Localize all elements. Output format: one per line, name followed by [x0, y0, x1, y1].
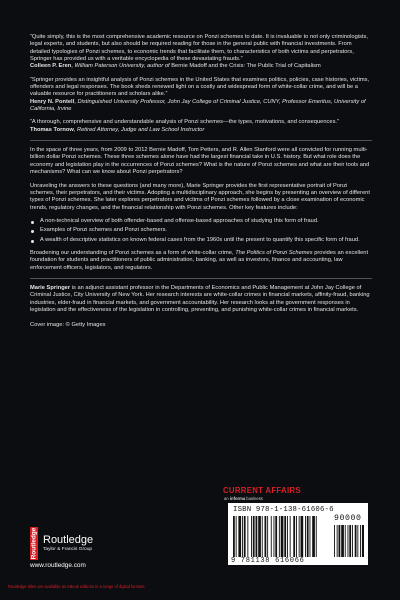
closing-text-start: Broadening our understanding of Ponzi schemes as a form of white-collar crime, [30, 249, 234, 256]
endorsement-quote [30, 119, 372, 134]
book-title-reference: The Politics of Ponzi Schemes [235, 249, 313, 256]
description-intro: In the space of three years, from 2009 to 2012 Bernie Madoff, Tom Petters, and R. Allen Stanford were all convicted for running multi-billion dollar Ponzi schemes. These three schemes alone have had the largest financial take in U.S. history. But what role does the economy and legislation play in the occurrences of Ponzi schemes? What is the nature of Ponzi schemes and what are their tools and mechanisms? What can we know about Ponzi perpetrators? [30, 147, 370, 176]
back-cover-text [30, 34, 372, 330]
key-feature-item: A wealth of descriptive statistics on known federal cases from the 1960s until the present to quantify this specific form of fraud. [30, 237, 372, 244]
subject-category: CURRENT AFFAIRS [223, 486, 301, 495]
key-features-list [30, 218, 372, 244]
isbn-barcode [228, 503, 368, 565]
publisher-name: Routledge [43, 534, 94, 546]
quote-attribution: Thomas Tornow, Retired Attorney, Judge and Law School Instructor [30, 126, 205, 133]
informa-brand: informa [229, 496, 246, 501]
quote-text: “Springer provides an insightful analysis of Ponzi schemes in the United States that examines politics, policies, case histories, victims, offenders and legal responses. The book sheds renewed light on a costly and widespread form of white-collar crime, and will be a valuable resource for practitioners and scholars alike.” [30, 76, 370, 98]
author-bio-text: is an adjunct assistant professor in the Departments of Economics and Public Management at John Jay College of Criminal Justice, City University of New York. Her research interests are white-collar crimes in financial markets, affinity-fraud, banking industries, elder-fraud in financial markets, and government accountability. Her research looks at the government responses in legislation and the effectiveness of the legislation in controlling, preventing, and punishing white-collar crimes in financial markets. [30, 284, 370, 313]
quote-author-title-tail: Bernie Madoff and the Crisis: The Public Trial of Capitalism [171, 63, 321, 70]
key-feature-item: Examples of Ponzi schemes and Ponzi schemers. [30, 227, 372, 234]
closing-text-end: provides an excellent foundation for students and practitioners of public administration, banking, as well as investors, finance and accounting, law enforcement officers, legislators, and regulators. [30, 249, 369, 271]
quote-author-title: Distinguished University Professor, John Jay College of Criminal Justice, CUNY, Professor Emeritus, University of California, Irvine [30, 98, 366, 113]
quote-author: Thomas Tornow [30, 126, 74, 133]
description-closing [30, 250, 372, 272]
author-name: Marie Springer [30, 284, 71, 291]
informa-business-line [224, 496, 263, 501]
endorsement-quote [30, 77, 372, 114]
cover-image-credit: Cover image: © Getty Images [30, 322, 106, 329]
publisher-url[interactable]: www.routledge.com [30, 562, 86, 569]
publisher-name-block [43, 534, 93, 553]
section-divider [30, 278, 372, 279]
barcode-digits: 9 781138 616066 [231, 557, 305, 565]
price-code: 90000 [334, 514, 362, 523]
author-bio [30, 285, 372, 314]
publisher-logo [30, 527, 93, 560]
quote-attribution: Henry N. Pontell, Distinguished University Professor, John Jay College of Criminal Justice, CUNY, Professor Emeritus, University of California, Irvine [30, 98, 366, 113]
publisher-group: Taylor & Francis Group [43, 547, 93, 552]
quote-text: “Quite simply, this is the most comprehensive academic resource on Ponzi schemes to date. It is invaluable to not only criminologists, legal experts, and students, but also should be required reading for those in the general public with financial investments. From detailed typologies of Ponzi schemes, to economic trends that facilitate them, to characteristics of both victims and perpetrators, Springer has provided us with a veritable encyclopedia of these devastating frauds.” [30, 34, 368, 63]
quote-author: Colleen P. Eren [30, 63, 72, 70]
barcode-icon [233, 516, 364, 557]
endorsement-quote [30, 34, 372, 71]
isbn-label: ISBN 978-1-138-61606-6 [233, 506, 334, 514]
quote-text: “A thorough, comprehensive and understandable analysis of Ponzi schemes—the types, motivations, and consequences.” [30, 119, 339, 126]
quote-author-title: William Paterson University, author of [74, 63, 170, 70]
ebook-availability-note: Routledge titles are available as eBook editions in a range of digital formats [8, 584, 145, 589]
informa-line-prefix: an [224, 496, 229, 501]
informa-line-suffix: business [246, 496, 263, 501]
section-divider [30, 140, 372, 141]
quote-attribution: Colleen P. Eren, William Paterson University, author of Bernie Madoff and the Crisis: The Public Trial of Capitalism [30, 63, 321, 70]
quote-author: Henry N. Pontell [30, 98, 75, 105]
quote-author-title: Retired Attorney, Judge and Law School Instructor [76, 126, 205, 133]
key-feature-item: A non-technical overview of both offender-based and offense-based approaches of studying this form of fraud. [30, 218, 372, 225]
description-answers: Unraveling the answers to these questions (and many more), Marie Springer provides the first representative portrait of Ponzi schemes, their perpetrators, and their victims. Adopting a multidisciplinary approach, she begins by presenting an overview of different types of Ponzi schemes. She later explores perpetrators and victims of Ponzi schemes followed by a close examination of economic trends, regulatory changes, and the financial relationship with Ponzi schemes. Other key features include: [30, 182, 370, 211]
routledge-logo-letter: Routledge [30, 527, 38, 560]
routledge-logo-icon [30, 527, 38, 560]
